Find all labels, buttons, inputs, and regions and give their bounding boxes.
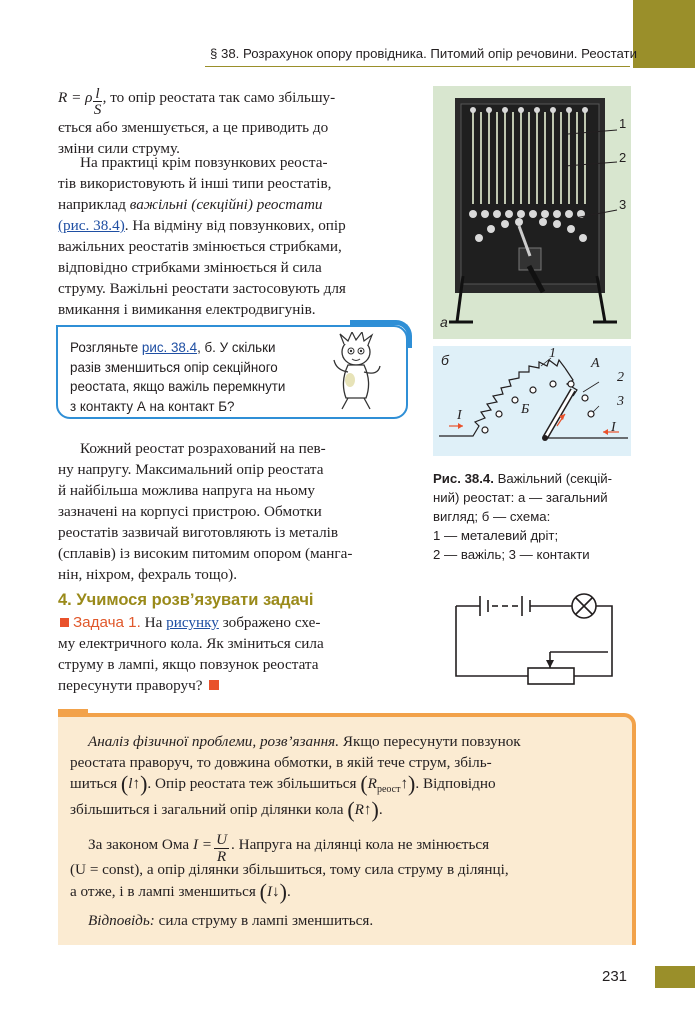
p1-line: відповідно стрибками змінюється й сила — [58, 259, 322, 276]
paragraph-rated-voltage — [58, 438, 410, 585]
running-head: § 38. Розрахунок опору провідника. Питомий опір речовини. Реостати — [210, 46, 637, 61]
rheostat-drawing — [433, 86, 631, 339]
formula-i-decrease: I↓ — [266, 883, 280, 900]
p2-line: реостатів зазвичай виготовляють із металів — [58, 524, 339, 541]
intro-line2: ється або зменшується, а це приводить до — [58, 119, 329, 136]
schema-drawing — [433, 346, 631, 456]
task-figure-link[interactable]: рисунку — [166, 614, 219, 631]
p2-line: нін, ніхром, фехраль тощо). — [58, 566, 238, 583]
p1-line: . На відміну від повзункових, опір — [124, 217, 346, 234]
p2-line: Кожний реостат розрахований на пев- — [80, 440, 326, 457]
figure-link-38-4[interactable]: (рис. 38.4) — [58, 217, 125, 234]
caption-line: 2 — важіль; 3 — контакти — [433, 547, 590, 562]
caption-line: ний) реостат: а — загальний — [433, 490, 608, 505]
answer-label: Відповідь: — [88, 912, 155, 929]
p1-line: важільних реостатів змінюється стрибками, — [58, 238, 342, 255]
task-1 — [58, 612, 410, 696]
solution-text: . Опір реостата теж збільшиться — [147, 775, 361, 792]
solution-heading: Аналіз фізичної проблеми, розв’язання. — [88, 733, 340, 750]
header-corner-bar — [633, 0, 695, 68]
schema-label-B: Б — [521, 402, 530, 417]
page-number: 231 — [602, 968, 628, 985]
photo-label-1: 1 — [619, 116, 627, 131]
p1-line: На практиці крім повзункових реоста- — [80, 154, 328, 171]
formula-l-increase: l↑ — [128, 775, 141, 792]
schema-label-2: 2 — [617, 370, 624, 385]
p2-line: ну напругу. Максимальний опір реостата — [58, 461, 324, 478]
intro-paragraph — [58, 86, 410, 159]
solution-text: . Напруга на ділянці кола не змінюється — [231, 836, 490, 853]
task-line: струму в лампі, якщо повзунок реостата — [58, 656, 319, 673]
thinking-character-illustration — [326, 332, 388, 412]
task-label: Задача 1. — [73, 614, 141, 631]
ohm-law-lhs: I = — [192, 836, 213, 853]
intro-line3: зміни сили струму. — [58, 140, 180, 157]
solution-text: . — [286, 883, 291, 900]
schema-letter-b: б — [441, 352, 449, 368]
task-line: На — [140, 614, 167, 631]
paragraph-lever-rheostats — [58, 152, 410, 320]
p2-line: зазначені на корпусі пристрою. Обмотки — [58, 503, 322, 520]
photo-label-2: 2 — [619, 150, 627, 165]
formula-numerator: l — [95, 85, 100, 102]
photo-letter-a: а — [440, 314, 448, 330]
task-end-marker-icon — [209, 680, 219, 690]
schema-label-A: А — [591, 356, 600, 371]
p2-line: (сплавів) із високим питомим опором (манга- — [58, 545, 353, 562]
tip-line: , б. У скільки — [197, 340, 276, 355]
formula-r-subscript: реост — [376, 784, 401, 796]
section-heading: 4. Учимося розв’язувати задачі — [58, 591, 314, 609]
solution-answer — [70, 910, 618, 931]
p1-line: струму. Важільні реостати застосовують для — [58, 280, 346, 297]
solution-line-3: шиться (l↑). Опір реостата теж збільшиться $(R_{реост}↑)$. Відповідно — [70, 771, 496, 796]
footer-corner-bar — [655, 966, 695, 988]
p2-line: й найбільша можлива напруга на ньому — [58, 482, 315, 499]
solution-line-2 — [70, 752, 618, 773]
answer-text: сила струму в лампі зменшиться. — [154, 912, 374, 929]
solution-line-7: а отже, і в лампі зменшиться (I↓). — [70, 879, 291, 904]
solution-line-1 — [70, 731, 618, 752]
schema-current-right: I — [611, 420, 616, 435]
task-line: зображено схе- — [218, 614, 321, 631]
question-text — [70, 338, 320, 416]
ohm-law-numerator: U — [216, 831, 228, 848]
task-line: пересунути праворуч? — [58, 677, 203, 694]
formula-fraction — [93, 86, 101, 117]
header-rule — [205, 66, 630, 67]
solution-text: реостата праворуч, то довжина обмотки, в якій тече струм, збіль- — [70, 754, 492, 771]
circuit-diagram — [450, 588, 630, 698]
formula-up-arrow: ↑ — [400, 775, 409, 792]
term-lever-rheostats: важільні (секційні) реостати — [129, 196, 323, 213]
solution-text: (U = const), а опір ділянки збільшиться, тому сила струму в ділянці, — [70, 861, 509, 878]
solution-text: За законом Ома — [88, 836, 193, 853]
solution-text: . — [378, 801, 383, 818]
ohm-law-denominator: R — [216, 848, 227, 865]
tip-line: з контакту А на контакт Б? — [70, 398, 235, 414]
caption-label: Рис. 38.4. — [433, 471, 494, 486]
rheostat-schema — [433, 346, 631, 456]
schema-label-3: 3 — [617, 394, 624, 409]
formula-denominator: S — [93, 101, 102, 118]
photo-label-3: 3 — [619, 197, 627, 212]
intro-line1: , то опір реостата так само збільшу- — [102, 89, 336, 106]
solution-text: Якщо пересунути повзунок — [339, 733, 521, 750]
tip-figure-link[interactable]: рис. 38.4 — [141, 340, 198, 355]
formula-r-rheostat: R — [367, 775, 377, 792]
p1-line: наприклад — [58, 196, 130, 213]
caption-line: Важільний (секцій- — [493, 471, 613, 486]
solution-text: збільшиться і загальний опір ділянки кола — [70, 801, 348, 818]
solution-box-corner — [58, 709, 88, 717]
solution-text: шиться — [70, 775, 121, 792]
formula-r-increase: R↑ — [354, 801, 372, 818]
solution-text: а отже, і в лампі зменшиться — [70, 883, 260, 900]
solution-text: . Відповідно — [415, 775, 496, 792]
tip-line: разів зменшиться опір секційного — [70, 359, 278, 375]
task-line: му електричного кола. Як зміниться сила — [58, 635, 324, 652]
solution-line-4: збільшиться і загальний опір ділянки кола (R↑). — [70, 797, 383, 822]
solution-line-6 — [70, 859, 618, 880]
caption-line: вигляд; б — схема: — [433, 509, 551, 524]
tip-line: Розгляньте — [70, 340, 142, 355]
tip-line: реостата, якщо важіль перемкнути — [70, 379, 286, 394]
schema-label-1: 1 — [549, 346, 556, 361]
p1-line: вмикання і вимикання електродвигунів. — [58, 301, 316, 318]
formula-r: R = ρ — [58, 89, 93, 106]
task-marker-icon — [60, 618, 69, 627]
caption-line: 1 — металевий дріт; — [433, 528, 559, 543]
figure-caption — [433, 469, 633, 564]
schema-current-left: I — [457, 408, 462, 423]
p1-line: тів використовують й інші типи реостатів, — [58, 175, 332, 192]
rheostat-photo — [433, 86, 631, 339]
